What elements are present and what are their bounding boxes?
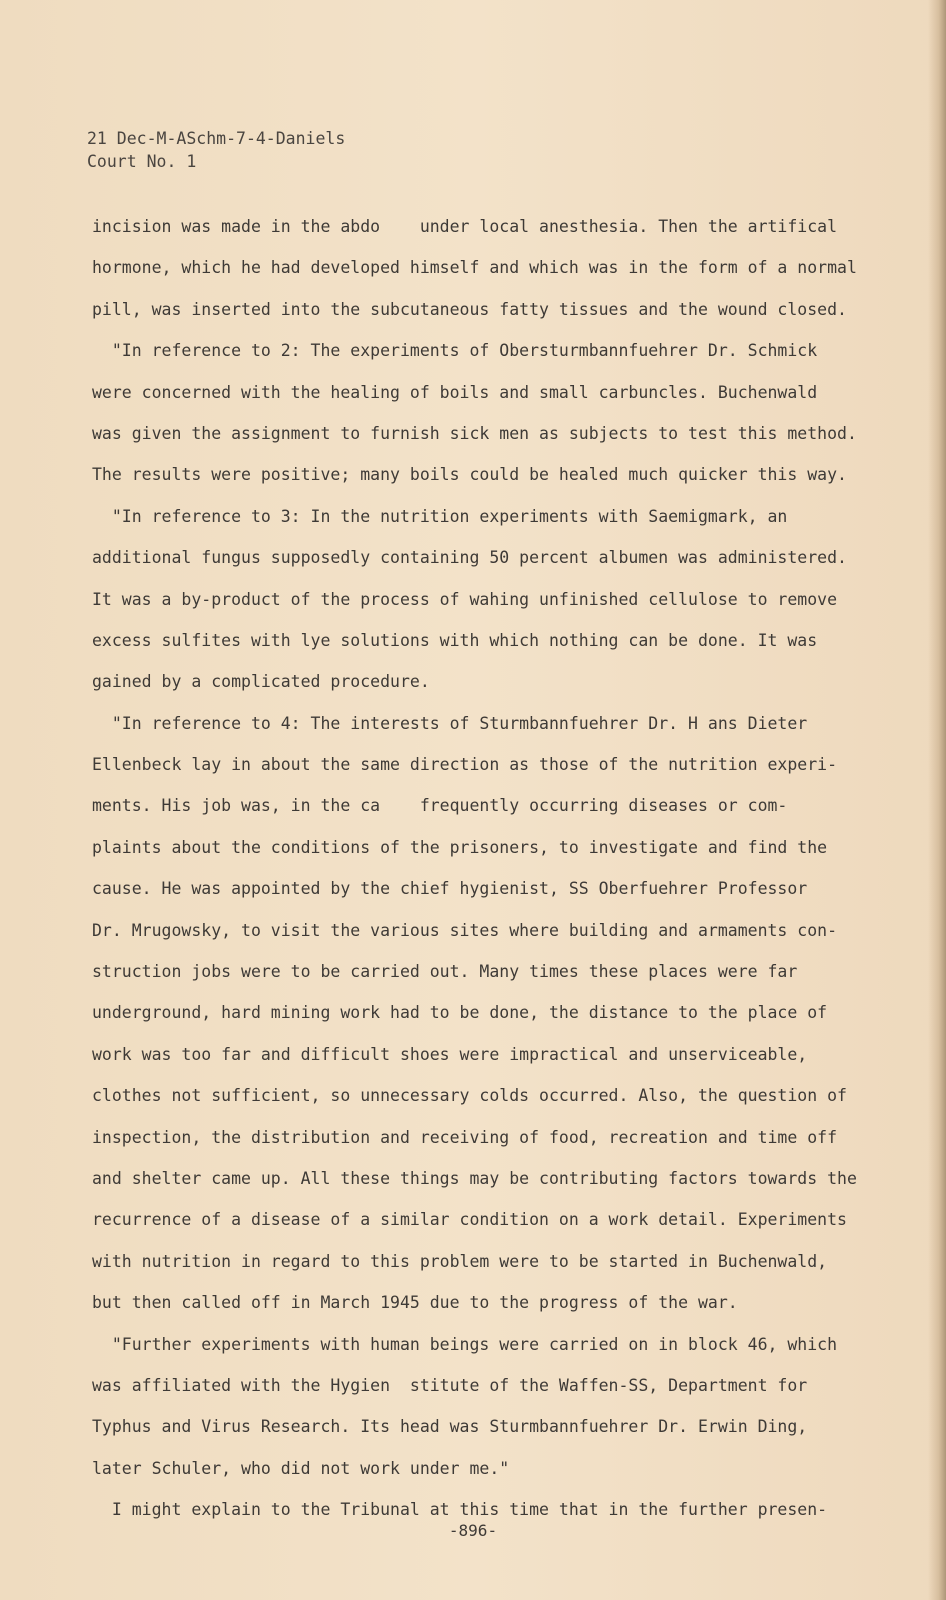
text-line: hormone, which he had developed himself and which was in the form of a normal [92,258,857,278]
text-line: excess sulfites with lye solutions with which nothing can be done. It was [92,630,818,650]
text-line: Typhus and Virus Research. Its head was Sturmbannfuehrer Dr. Erwin Ding, [92,1417,808,1437]
header-court: Court No. 1 [87,152,197,171]
text-line: additional fungus supposedly containing 50 percent albumen was administered. [92,548,847,568]
document-header [87,127,345,173]
text-line: I might explain to the Tribunal at this time that in the further presen- [92,1500,828,1520]
text-line: was affiliated with the Hygien stitute of the Waffen-SS, Department for [92,1375,808,1395]
text-line: clothes not sufficient, so unnecessary colds occurred. Also, the question of [92,1086,847,1106]
text-line: with nutrition in regard to this problem were to be started in Buchenwald, [92,1251,828,1271]
text-line: later Schuler, who did not work under me." [92,1458,510,1478]
text-line: incision was made in the abdo under local anesthesia. Then the artifical [92,217,838,236]
text-line: inspection, the distribution and receiving of food, recreation and time off [92,1127,838,1147]
page-edge-shadow [928,0,946,1600]
text-line: "In reference to 4: The interests of Sturmbannfuehrer Dr. H ans Dieter [92,713,808,733]
text-line: Dr. Mrugowsky, to visit the various sites where building and armaments con- [92,920,838,940]
text-line: struction jobs were to be carried out. Many times these places were far [92,962,798,982]
text-line: was given the assignment to furnish sick men as subjects to test this method. [92,423,857,443]
page-number: -896- [448,1521,498,1540]
text-line: pill, was inserted into the subcutaneous fatty tissues and the wound closed. [92,299,847,319]
header-reference: 21 Dec-M-ASchm-7-4-Daniels [87,129,346,148]
text-line: plaints about the conditions of the prisoners, to investigate and find the [92,837,828,857]
document-body [92,206,892,1531]
text-line: were concerned with the healing of boils and small carbuncles. Buchenwald [92,382,818,402]
text-line: "In reference to 2: The experiments of Obersturmbannfuehrer Dr. Schmick [92,341,818,361]
text-line: work was too far and difficult shoes were impractical and unserviceable, [92,1044,808,1064]
text-line: recurrence of a disease of a similar condition on a work detail. Experiments [92,1210,847,1230]
text-line: "Further experiments with human beings were carried on in block 46, which [92,1334,838,1354]
text-line: underground, hard mining work had to be done, the distance to the place of [92,1003,828,1023]
text-line: cause. He was appointed by the chief hygienist, SS Oberfuehrer Professor [92,879,808,899]
text-line: "In reference to 3: In the nutrition experiments with Saemigmark, an [92,506,788,526]
text-line: gained by a complicated procedure. [92,672,430,692]
text-line: Ellenbeck lay in about the same direction as those of the nutrition experi- [92,755,838,775]
text-line: but then called off in March 1945 due to the progress of the war. [92,1293,738,1313]
text-line: and shelter came up. All these things may be contributing factors towards the [92,1168,857,1188]
text-line: It was a by-product of the process of wahing unfinished cellulose to remove [92,589,838,609]
text-line: ments. His job was, in the ca frequently occurring diseases or com- [92,796,788,816]
text-line: The results were positive; many boils could be healed much quicker this way. [92,465,847,485]
